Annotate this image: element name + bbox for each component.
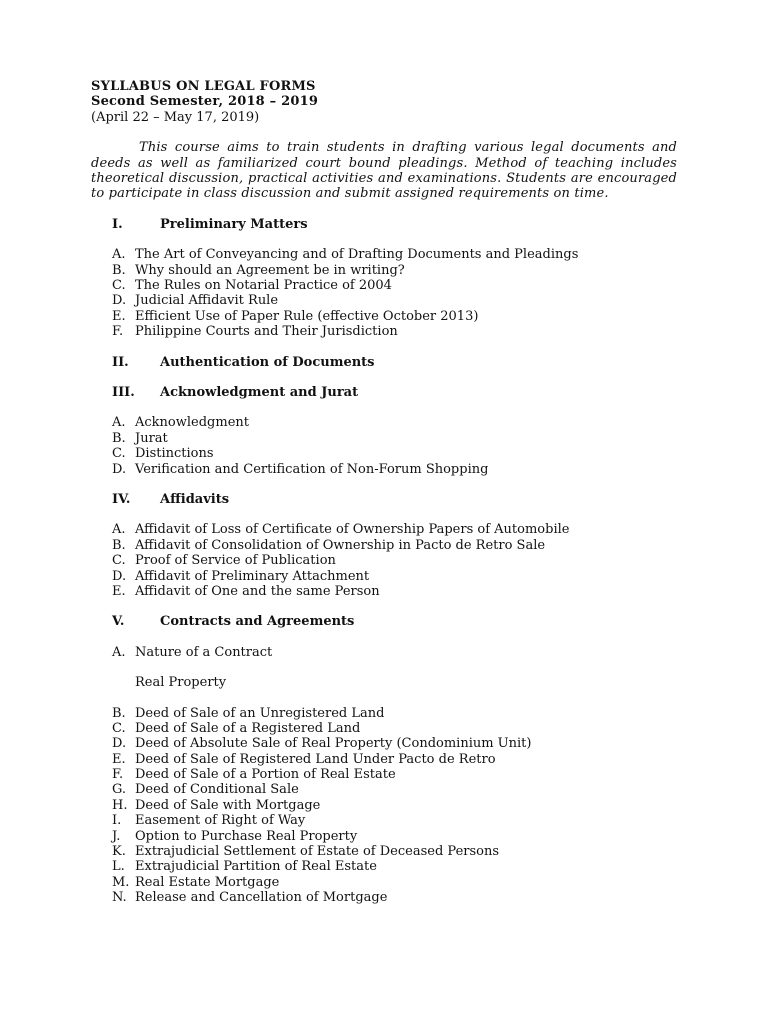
list-item-text: Extrajudicial Settlement of Estate of Deceased Persons	[135, 844, 500, 860]
section-list	[91, 645, 677, 660]
list-item-letter: H.	[112, 797, 128, 813]
document-title: SYLLABUS ON LEGAL FORMS	[91, 79, 316, 94]
section-title: Authentication of Documents	[160, 354, 375, 370]
list-item-text: Release and Cancellation of Mortgage	[135, 890, 388, 906]
list-item-letter: F.	[112, 767, 124, 783]
list-item-text: Affidavit of Preliminary Attachment	[135, 568, 370, 584]
list-item	[91, 293, 677, 308]
list-item-letter: C.	[112, 720, 126, 736]
intro-paragraph: This course aims to train students in drafting various legal documents and deeds as well as familiarized court bound pleadings. Method of teaching includes theoretical discussion, practical activities and examinations. Students are encouraged to participate in class discussion and submit assigned requirements on time.	[91, 140, 677, 202]
section-heading	[91, 385, 677, 400]
list-item	[91, 522, 677, 537]
list-item-letter: G.	[112, 782, 127, 798]
list-item-text: Deed of Absolute Sale of Real Property (Condominium Unit)	[135, 736, 532, 752]
list-item	[91, 859, 677, 874]
section-title: Preliminary Matters	[160, 216, 308, 232]
list-item-letter: L.	[112, 859, 125, 875]
list-item-text: Philippine Courts and Their Jurisdiction	[135, 324, 398, 340]
section-list	[91, 247, 677, 339]
subheading-real-property: Real Property	[135, 675, 227, 691]
list-item-text: Nature of a Contract	[135, 644, 273, 660]
list-item	[91, 813, 677, 828]
section-title: Affidavits	[160, 491, 230, 507]
list-item-letter: M.	[112, 874, 130, 890]
section-number: I.	[112, 216, 123, 232]
list-item-letter: A.	[112, 522, 126, 538]
list-item-letter: B.	[112, 537, 126, 553]
section-number: V.	[112, 614, 125, 630]
list-item-letter: D.	[112, 736, 127, 752]
list-item	[91, 875, 677, 890]
section-list	[91, 522, 677, 599]
list-item-text: Efficient Use of Paper Rule (effective October 2013)	[135, 308, 479, 324]
list-item-letter: E.	[112, 583, 126, 599]
section-heading	[91, 217, 677, 232]
list-item	[91, 890, 677, 905]
date-range: (April 22 – May 17, 2019)	[91, 109, 260, 125]
list-item-letter: K.	[112, 844, 126, 860]
list-item-letter: B.	[112, 705, 126, 721]
list-item-text: Verification and Certification of Non-Forum Shopping	[135, 461, 489, 477]
list-item-text: The Rules on Notarial Practice of 2004	[135, 278, 392, 294]
list-item-text: The Art of Conveyancing and of Drafting Documents and Pleadings	[135, 247, 579, 263]
list-item-text: Real Estate Mortgage	[135, 874, 280, 890]
list-item-letter: D.	[112, 293, 127, 309]
list-item-letter: D.	[112, 568, 127, 584]
list-item	[91, 569, 677, 584]
section-heading	[91, 614, 677, 629]
section-title: Acknowledgment and Jurat	[160, 385, 359, 400]
list-item	[91, 767, 677, 782]
list-item	[91, 446, 677, 461]
section-heading	[91, 355, 677, 370]
list-item-letter: I.	[112, 813, 122, 829]
list-item	[91, 415, 677, 430]
list-item-text: Deed of Sale of an Unregistered Land	[135, 705, 385, 721]
semester-line: Second Semester, 2018 – 2019	[91, 94, 319, 110]
list-item-letter: D.	[112, 461, 127, 477]
list-item	[91, 782, 677, 797]
section-heading	[91, 492, 677, 507]
list-item-text: Judicial Affidavit Rule	[135, 293, 279, 309]
list-item-letter: F.	[112, 324, 124, 340]
section-number: IV.	[112, 491, 131, 507]
list-item	[91, 263, 677, 278]
list-item-text: Deed of Sale of a Portion of Real Estate	[135, 767, 396, 783]
list-item	[91, 278, 677, 293]
list-item	[91, 645, 677, 660]
section-list	[91, 415, 677, 477]
document-page	[91, 79, 677, 919]
list-item	[91, 798, 677, 813]
list-item-text: Proof of Service of Publication	[135, 553, 336, 569]
list-item-text: Deed of Sale of Registered Land Under Pacto de Retro	[135, 751, 496, 767]
list-item-text: Affidavit of One and the same Person	[135, 583, 380, 599]
list-item-letter: E.	[112, 751, 126, 767]
list-item-letter: C.	[112, 553, 126, 569]
list-item-letter: B.	[112, 430, 126, 446]
list-item-letter: A.	[112, 644, 126, 660]
list-item-text: Distinctions	[135, 446, 214, 462]
list-item	[91, 462, 677, 477]
list-item	[91, 247, 677, 262]
list-item-letter: N.	[112, 890, 127, 906]
list-item	[91, 538, 677, 553]
list-item-text: Extrajudicial Partition of Real Estate	[135, 859, 377, 875]
list-item-letter: A.	[112, 415, 126, 431]
list-item-letter: A.	[112, 247, 126, 263]
list-item	[91, 706, 677, 721]
list-item	[91, 309, 677, 324]
list-item	[91, 844, 677, 859]
section-number: II.	[112, 354, 129, 370]
list-item-text: Deed of Sale with Mortgage	[135, 797, 321, 813]
list-item-letter: J.	[112, 828, 121, 844]
list-item	[91, 752, 677, 767]
list-item	[91, 721, 677, 736]
list-item-text: Jurat	[135, 430, 168, 446]
section-number: III.	[112, 385, 135, 400]
list-item-text: Why should an Agreement be in writing?	[135, 262, 405, 278]
list-item	[91, 553, 677, 568]
list-item-text: Affidavit of Loss of Certificate of Ownership Papers of Automobile	[135, 522, 570, 538]
list-item-text: Option to Purchase Real Property	[135, 828, 358, 844]
list-item-letter: C.	[112, 446, 126, 462]
list-item-letter: E.	[112, 308, 126, 324]
section-list	[91, 706, 677, 906]
list-item	[91, 431, 677, 446]
list-item-text: Deed of Sale of a Registered Land	[135, 720, 361, 736]
list-item	[91, 324, 677, 339]
list-item	[91, 829, 677, 844]
section-title: Contracts and Agreements	[160, 614, 355, 630]
list-item-text: Easement of Right of Way	[135, 813, 306, 829]
list-item-letter: C.	[112, 278, 126, 294]
list-item-text: Acknowledgment	[135, 415, 249, 431]
list-item-text: Affidavit of Consolidation of Ownership in Pacto de Retro Sale	[135, 537, 546, 553]
list-item	[91, 736, 677, 751]
list-item	[91, 584, 677, 599]
list-item-text: Deed of Conditional Sale	[135, 782, 299, 798]
list-item-letter: B.	[112, 262, 126, 278]
